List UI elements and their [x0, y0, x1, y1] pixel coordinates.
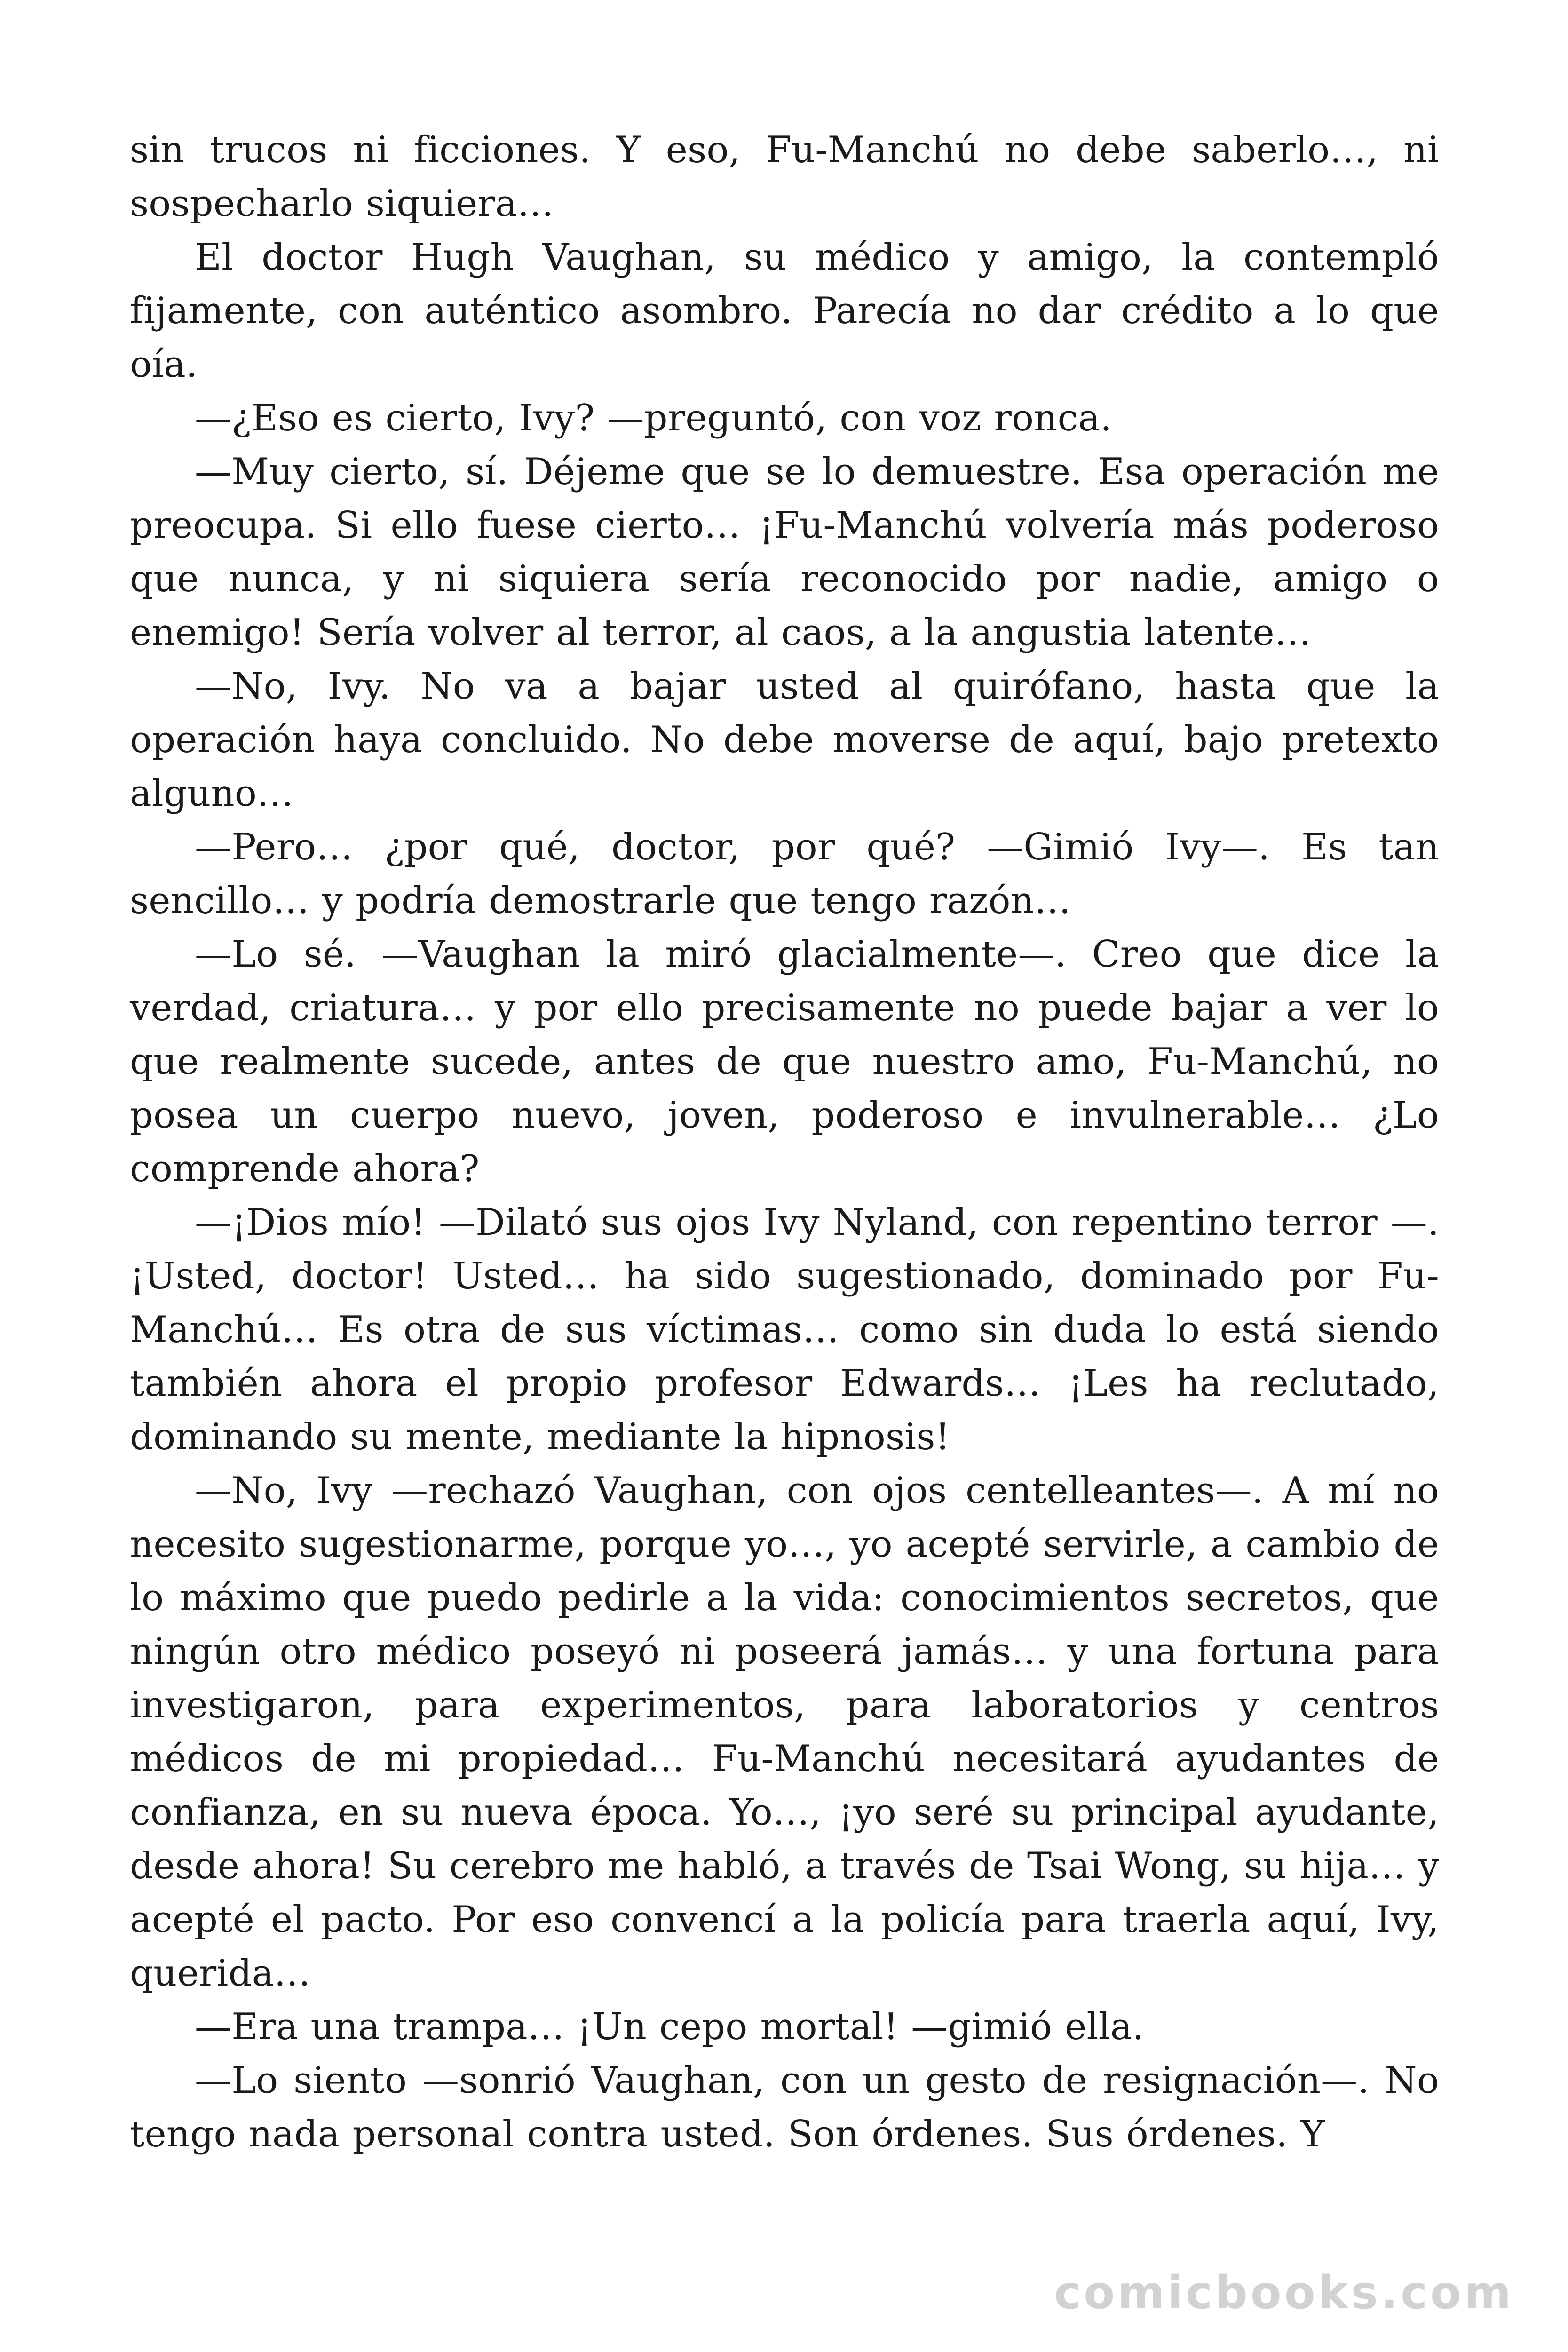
page-body — [130, 123, 1439, 2161]
paragraph-9: —No, Ivy —rechazó Vaughan, con ojos centelleantes—. A mí no necesito sugestionarme, porque yo…, yo acepté servirle, a cambio de lo máximo que puedo pedirle a la vida: conocimientos secretos, que ningún otro médico poseyó ni poseerá jamás… y una fortuna para investigaron, para experimentos, para laboratorios y centros médicos de mi propiedad… Fu-Manchú necesitará ayudantes de confianza, en su nueva época. Yo…, ¡yo seré su principal ayudante, desde ahora! Su cerebro me habló, a través de Tsai Wong, su hija… y acepté el pacto. Por eso convencí a la policía para traerla aquí, Ivy, querida… — [130, 1470, 1439, 1994]
watermark-logo: comicbooks.com — [1054, 2266, 1514, 2319]
paragraph-4: —Muy cierto, sí. Déjeme que se lo demuestre. Esa operación me preocupa. Si ello fuese cierto… ¡Fu-Manchú volvería más poderoso que nunca, y ni siquiera sería reconocido por nadie, amigo o enemigo! Sería volver al terror, al caos, a la angustia latente… — [130, 451, 1439, 654]
paragraph-8: —¡Dios mío! —Dilató sus ojos Ivy Nyland, con repentino terror —. ¡Usted, doctor! Usted… ha sido sugestionado, dominado por Fu-Manchú… Es otra de sus víctimas… como sin duda lo está siendo también ahora el propio profesor Edwards… ¡Les ha reclutado, dominando su mente, mediante la hipnosis! — [130, 1201, 1439, 1458]
paragraph-10: —Era una trampa… ¡Un cepo mortal! —gimió ella. — [195, 2006, 1144, 2048]
paragraph-6: —Pero… ¿por qué, doctor, por qué? —Gimió Ivy—. Es tan sencillo… y podría demostrarle que tengo razón… — [130, 826, 1439, 922]
paragraph-2: El doctor Hugh Vaughan, su médico y amigo, la contempló fijamente, con auténtico asombro. Parecía no dar crédito a lo que oía. — [130, 236, 1439, 386]
paragraph-11: —Lo siento —sonrió Vaughan, con un gesto de resignación—. No tengo nada personal contra usted. Son órdenes. Sus órdenes. Y — [130, 2059, 1439, 2155]
paragraph-3: —¿Eso es cierto, Ivy? —preguntó, con voz ronca. — [195, 397, 1112, 439]
paragraph-5: —No, Ivy. No va a bajar usted al quirófano, hasta que la operación haya concluido. No debe moverse de aquí, bajo pretexto alguno… — [130, 665, 1439, 815]
paragraph-1: sin trucos ni ficciones. Y eso, Fu-Manchú no debe saberlo…, ni sospecharlo siquiera… — [130, 129, 1439, 225]
paragraph-7: —Lo sé. —Vaughan la miró glacialmente—. Creo que dice la verdad, criatura… y por ello precisamente no puede bajar a ver lo que realmente sucede, antes de que nuestro amo, Fu-Manchú, no posea un cuerpo nuevo, joven, poderoso e invulnerable… ¿Lo comprende ahora? — [130, 933, 1439, 1190]
